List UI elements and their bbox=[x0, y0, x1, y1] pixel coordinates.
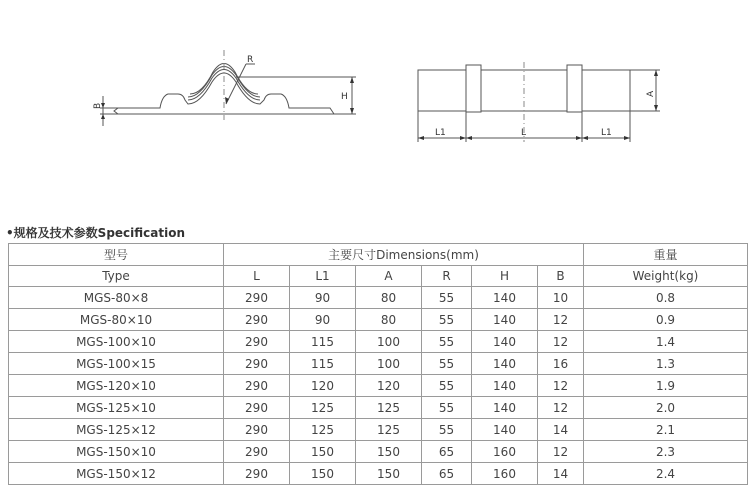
cell-model: MGS-150×12 bbox=[9, 463, 224, 485]
cell-r: 65 bbox=[422, 463, 472, 485]
cell-r: 55 bbox=[422, 375, 472, 397]
label-r: R bbox=[247, 55, 254, 65]
cell-a: 80 bbox=[356, 309, 422, 331]
cell-h: 160 bbox=[472, 441, 538, 463]
cell-l1: 150 bbox=[290, 463, 356, 485]
cell-l: 290 bbox=[224, 353, 290, 375]
cell-weight: 2.0 bbox=[584, 397, 748, 419]
header-col-l: L bbox=[224, 266, 290, 287]
cell-model: MGS-80×8 bbox=[9, 287, 224, 309]
header-weight-cn: 重量 bbox=[584, 244, 748, 266]
table-row bbox=[9, 287, 748, 309]
cell-l: 290 bbox=[224, 331, 290, 353]
radius-leader bbox=[226, 64, 246, 104]
cell-h: 140 bbox=[472, 375, 538, 397]
cell-b: 14 bbox=[538, 419, 584, 441]
cell-l1: 150 bbox=[290, 441, 356, 463]
cell-l1: 115 bbox=[290, 331, 356, 353]
arrow-head bbox=[582, 136, 588, 140]
arrow-head bbox=[101, 114, 105, 119]
arrow-head bbox=[350, 108, 354, 114]
header-col-h: H bbox=[472, 266, 538, 287]
cell-h: 140 bbox=[472, 287, 538, 309]
cell-b: 12 bbox=[538, 397, 584, 419]
cell-l: 290 bbox=[224, 309, 290, 331]
cell-l1: 90 bbox=[290, 309, 356, 331]
cell-b: 12 bbox=[538, 331, 584, 353]
header-col-b: B bbox=[538, 266, 584, 287]
cell-l: 290 bbox=[224, 463, 290, 485]
cell-a: 100 bbox=[356, 331, 422, 353]
cell-l: 290 bbox=[224, 287, 290, 309]
cell-weight: 0.8 bbox=[584, 287, 748, 309]
arrow-head bbox=[624, 136, 630, 140]
cell-h: 140 bbox=[472, 419, 538, 441]
cell-model: MGS-125×10 bbox=[9, 397, 224, 419]
cell-r: 55 bbox=[422, 331, 472, 353]
arrow-head bbox=[460, 136, 466, 140]
cell-l: 290 bbox=[224, 375, 290, 397]
label-b: B bbox=[93, 102, 103, 109]
table-row bbox=[9, 441, 748, 463]
cell-b: 10 bbox=[538, 287, 584, 309]
cell-a: 125 bbox=[356, 397, 422, 419]
cell-b: 12 bbox=[538, 375, 584, 397]
cell-weight: 2.1 bbox=[584, 419, 748, 441]
label-l1-right: L1 bbox=[601, 128, 612, 138]
cell-a: 100 bbox=[356, 353, 422, 375]
header-model-cn: 型号 bbox=[9, 244, 224, 266]
arrow-head bbox=[418, 136, 424, 140]
table-row bbox=[9, 463, 748, 485]
cell-b: 14 bbox=[538, 463, 584, 485]
cell-model: MGS-150×10 bbox=[9, 441, 224, 463]
cell-model: MGS-120×10 bbox=[9, 375, 224, 397]
top-view bbox=[418, 62, 660, 142]
clamp-left bbox=[466, 65, 481, 112]
header-model-en: Type bbox=[9, 266, 224, 287]
cell-h: 140 bbox=[472, 397, 538, 419]
cell-r: 65 bbox=[422, 441, 472, 463]
cell-a: 120 bbox=[356, 375, 422, 397]
cell-weight: 2.3 bbox=[584, 441, 748, 463]
header-weight-en: Weight(kg) bbox=[584, 266, 748, 287]
cell-l1: 125 bbox=[290, 419, 356, 441]
header-dimensions: 主要尺寸Dimensions(mm) bbox=[224, 244, 584, 266]
cell-l: 290 bbox=[224, 441, 290, 463]
header-col-a: A bbox=[356, 266, 422, 287]
spec-table bbox=[8, 243, 748, 485]
cell-r: 55 bbox=[422, 397, 472, 419]
header-row bbox=[9, 244, 748, 266]
header-col-l1: L1 bbox=[290, 266, 356, 287]
cell-weight: 2.4 bbox=[584, 463, 748, 485]
cell-weight: 1.9 bbox=[584, 375, 748, 397]
cell-a: 125 bbox=[356, 419, 422, 441]
cell-r: 55 bbox=[422, 287, 472, 309]
clamp-right bbox=[567, 65, 582, 112]
cell-l1: 90 bbox=[290, 287, 356, 309]
cell-h: 140 bbox=[472, 309, 538, 331]
cell-model: MGS-100×15 bbox=[9, 353, 224, 375]
cell-r: 55 bbox=[422, 419, 472, 441]
cell-l1: 120 bbox=[290, 375, 356, 397]
table-row bbox=[9, 309, 748, 331]
cell-model: MGS-80×10 bbox=[9, 309, 224, 331]
technical-drawing bbox=[0, 0, 755, 220]
cell-l: 290 bbox=[224, 397, 290, 419]
cell-weight: 1.4 bbox=[584, 331, 748, 353]
label-h: H bbox=[341, 92, 348, 102]
cell-h: 160 bbox=[472, 463, 538, 485]
cell-model: MGS-125×12 bbox=[9, 419, 224, 441]
cell-weight: 1.3 bbox=[584, 353, 748, 375]
label-l: L bbox=[521, 128, 527, 138]
table-row bbox=[9, 419, 748, 441]
arrow-head bbox=[654, 70, 658, 76]
cell-h: 140 bbox=[472, 331, 538, 353]
cell-model: MGS-100×10 bbox=[9, 331, 224, 353]
cell-b: 16 bbox=[538, 353, 584, 375]
lamination-layer bbox=[188, 70, 260, 101]
table-row bbox=[9, 353, 748, 375]
cell-r: 55 bbox=[422, 353, 472, 375]
cell-a: 150 bbox=[356, 463, 422, 485]
cell-l: 290 bbox=[224, 419, 290, 441]
table-row bbox=[9, 375, 748, 397]
arrow-head bbox=[576, 136, 582, 140]
cell-h: 140 bbox=[472, 353, 538, 375]
header-col-r: R bbox=[422, 266, 472, 287]
cell-l1: 115 bbox=[290, 353, 356, 375]
table-row bbox=[9, 331, 748, 353]
arrow-head bbox=[350, 77, 354, 83]
cell-a: 80 bbox=[356, 287, 422, 309]
cell-l1: 125 bbox=[290, 397, 356, 419]
header-row bbox=[9, 266, 748, 287]
cell-a: 150 bbox=[356, 441, 422, 463]
cell-b: 12 bbox=[538, 441, 584, 463]
cell-r: 55 bbox=[422, 309, 472, 331]
table-row bbox=[9, 397, 748, 419]
side-view bbox=[100, 50, 356, 126]
cell-weight: 0.9 bbox=[584, 309, 748, 331]
arrow-head bbox=[466, 136, 472, 140]
arrow-head bbox=[654, 105, 658, 111]
label-a: A bbox=[646, 90, 656, 97]
label-l1-left: L1 bbox=[435, 128, 446, 138]
spec-heading: •规格及技术参数Specification bbox=[6, 226, 186, 240]
cell-b: 12 bbox=[538, 309, 584, 331]
